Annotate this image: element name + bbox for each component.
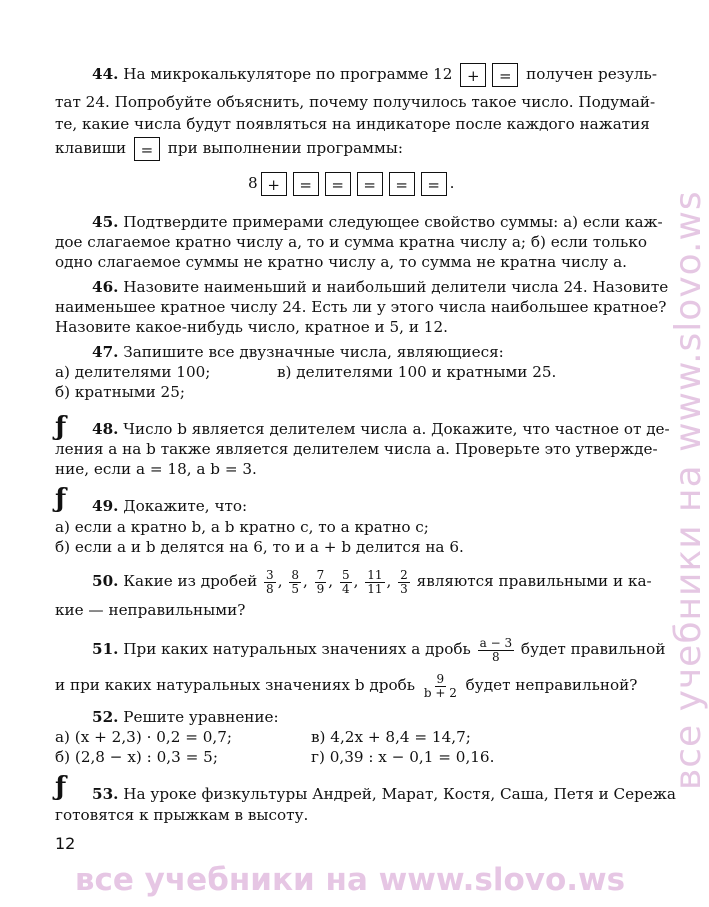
problem-53-line-2: готовятся к прыжкам в высоту. <box>55 806 309 824</box>
equals-key: = <box>492 63 518 87</box>
problem-44-line-1: 44. На микрокалькуляторе по программе 12 + = получен резуль- <box>92 65 657 85</box>
problem-number: 53. <box>92 785 119 803</box>
problem-52-line-1: 52. Решите уравнение: <box>92 708 279 726</box>
fraction: $\frac{5}{4}$ <box>341 567 350 596</box>
equation-g: г) 0,39 : x − 0,1 = 0,16. <box>311 748 495 766</box>
problem-47-item-a: а) делителями 100; <box>55 363 211 381</box>
fraction: $\frac{9}{b + 2}$ <box>423 671 457 700</box>
page-number: 12 <box>55 834 76 853</box>
problem-number: 49. <box>92 497 119 515</box>
equation-v: в) 4,2x + 8,4 = 14,7; <box>311 728 471 746</box>
equation-b: б) (2,8 − x) : 0,3 = 5; <box>55 748 218 766</box>
problem-number: 48. <box>92 420 119 438</box>
problem-47-item-v: в) делителями 100 и кратными 25. <box>277 363 557 381</box>
problem-50-line-1: 50. Какие из дробей $\frac{3}{8}$ , $\frac{8}{5}$ , $\frac{7}{9}$ , $\frac{5}{4}$ , $\frac{11}{11}$ , $\frac{2}{3}$ являются правильными и ка- <box>92 567 652 596</box>
equals-key: = <box>325 172 351 196</box>
equals-key: = <box>134 137 160 161</box>
problem-49-item-b: б) если a и b делятся на 6, то и a + b делится на 6. <box>55 538 464 556</box>
problem-48-line-1: 48. Число b является делителем числа a. Докажите, что частное от де- <box>92 420 670 438</box>
fraction: $\frac{3}{8}$ <box>266 567 274 596</box>
equals-key: = <box>357 172 383 196</box>
problem-number: 44. <box>92 65 119 83</box>
problem-47-item-b: б) кратными 25; <box>55 383 185 401</box>
problem-number: 50. <box>92 572 119 590</box>
problem-45-line-2: дое слагаемое кратно числу a, то и сумма кратна числу a; б) если только <box>55 233 647 251</box>
fraction: $\frac{7}{9}$ <box>316 567 325 596</box>
problem-number: 45. <box>92 213 119 231</box>
plus-key: + <box>261 172 287 196</box>
plus-key: + <box>460 63 486 87</box>
problem-47-line-1: 47. Запишите все двузначные числа, являющиеся: <box>92 343 504 361</box>
fraction: $\frac{2}{3}$ <box>400 567 408 596</box>
problem-48-line-2: ления a на b также является делителем числа a. Проверьте это утвержде- <box>55 440 658 458</box>
calculator-program: 8 + = = = = = . <box>248 174 455 194</box>
problem-51-line-1: 51. При каких натуральных значениях a дробь $\frac{a - 3}{8}$ будет правильной <box>92 635 666 664</box>
fraction: $\frac{a - 3}{8}$ <box>479 635 513 664</box>
problem-48-line-3: ние, если a = 18, а b = 3. <box>55 460 257 478</box>
equals-key: = <box>293 172 319 196</box>
problem-44-line-3: те, какие числа будут появляться на индикаторе после каждого нажатия <box>55 115 650 133</box>
equals-key: = <box>421 172 447 196</box>
equation-a: а) (x + 2,3) · 0,2 = 0,7; <box>55 728 233 746</box>
problem-44-line-4: клавиши = при выполнении программы: <box>55 139 403 159</box>
problem-number: 52. <box>92 708 119 726</box>
bottom-watermark: все учебники на www.slovo.ws <box>74 862 626 898</box>
problem-46-line-3: Назовите какое-нибудь число, кратное и 5, и 12. <box>55 318 448 336</box>
problem-45-line-1: 45. Подтвердите примерами следующее свойство суммы: а) если каж- <box>92 213 663 231</box>
fraction: $\frac{8}{5}$ <box>291 567 299 596</box>
equals-key: = <box>389 172 415 196</box>
problem-46-line-2: наименьшее кратное числу 24. Есть ли у этого числа наибольшее кратное? <box>55 298 667 316</box>
problem-50-line-2: кие — неправильными? <box>55 601 246 619</box>
problem-53-line-1: 53. На уроке физкультуры Андрей, Марат, Костя, Саша, Петя и Сережа <box>92 785 676 803</box>
problem-number: 51. <box>92 640 119 658</box>
problem-45-line-3: одно слагаемое суммы не кратно числу a, то сумма не кратна числу a. <box>55 253 627 271</box>
problem-number: 47. <box>92 343 119 361</box>
difficulty-marker-icon: ƒ <box>55 772 67 802</box>
fraction: $\frac{11}{11}$ <box>367 567 383 596</box>
problem-44-line-2: тат 24. Попробуйте объяснить, почему получилось такое число. Подумай- <box>55 93 656 111</box>
problem-51-line-2: и при каких натуральных значениях b дробь $\frac{9}{b + 2}$ будет неправильной? <box>55 671 638 700</box>
problem-46-line-1: 46. Назовите наименьший и наибольший делители числа 24. Назовите <box>92 278 669 296</box>
difficulty-marker-icon: ƒ <box>55 484 67 514</box>
problem-49-item-a: а) если a кратно b, а b кратно c, то a кратно c; <box>55 518 429 536</box>
problem-number: 46. <box>92 278 119 296</box>
difficulty-marker-icon: ƒ <box>55 412 67 442</box>
side-watermark: все учебники на www.slovo.ws <box>668 190 709 790</box>
problem-49-line-1: 49. Докажите, что: <box>92 497 248 515</box>
